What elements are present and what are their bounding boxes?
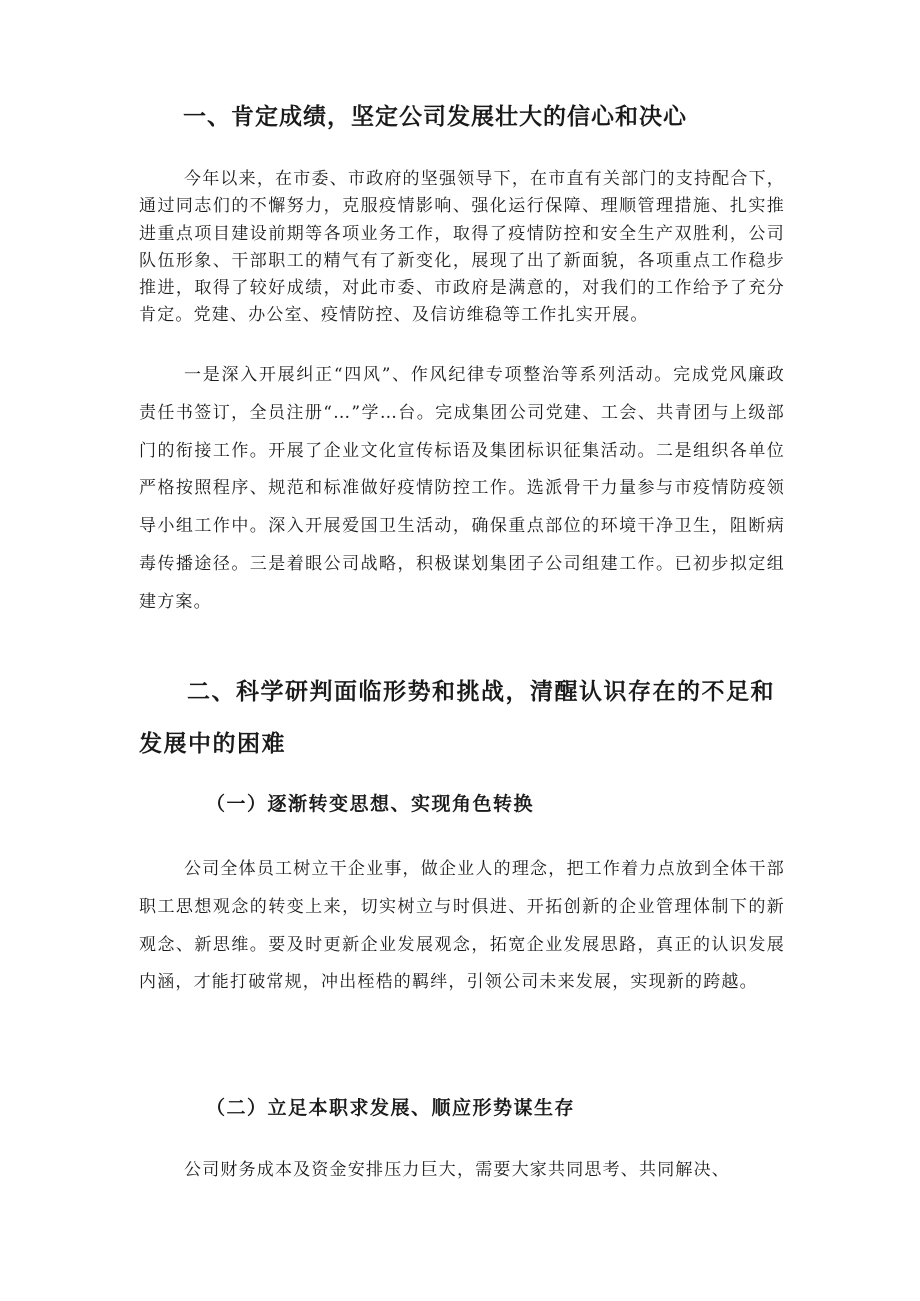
paragraph-finance: 公司财务成本及资金安排压力巨大，需要大家共同思考、共同解决、 — [184, 1160, 730, 1180]
section-heading-2: 二、科学研判面临形势和挑战，清醒认识存在的不足和发展中的困难 — [139, 679, 775, 757]
paragraph-activities: 一是深入开展纠正“四风”、作风纪律专项整治等系列活动。完成党风廉政责任书签订，全员注册“…”学…台。完成集团公司党建、工会、共青团与上级部门的衔接工作。开展了企业文化宣传标语及集团标识征集活动。二是组织各单位严格按照程序、规范和标准做好疫情防控工作。选派骨干力量参与市疫情防疫领导小组工作中。深入开展爱国卫生活动，确保重点部位的环境干净卫生，阻断病毒传播途径。三是着眼公司战略，积极谋划集团子公司组建工作。已初步拟定组建方案。 — [139, 365, 785, 612]
subheading-1: （一）逐渐转变思想、实现角色转换 — [206, 793, 535, 815]
paragraph-achievements: 今年以来，在市委、市政府的坚强领导下，在市直有关部门的支持配合下，通过同志们的不懈努力，克服疫情影响、强化运行保障、理顺管理措施、扎实推进重点项目建设前期等各项业务工作，取得了疫情防控和安全生产双胜利，公司队伍形象、干部职工的精气有了新变化，展现了出了新面貌，各项重点工作稳步推进，取得了较好成绩，对此市委、市政府是满意的，对我们的工作给予了充分肯定。党建、办公室、疫情防控、及信访维稳等工作扎实开展。 — [139, 169, 785, 326]
subheading-2: （二）立足本职求发展、顺应形势谋生存 — [206, 1097, 576, 1119]
section-heading-1: 一、肯定成绩，坚定公司发展壮大的信心和决心 — [183, 104, 687, 130]
paragraph-mindset: 公司全体员工树立干企业事，做企业人的理念，把工作着力点放到全体干部职工思想观念的转变上来，切实树立与时俱进、开拓创新的企业管理体制下的新观念、新思维。要及时更新企业发展观念，拓宽企业发展思路，真正的认识发展内涵，才能打破常规，冲出桎梏的羁绊，引领公司未来发展，实现新的跨越。 — [139, 859, 785, 993]
